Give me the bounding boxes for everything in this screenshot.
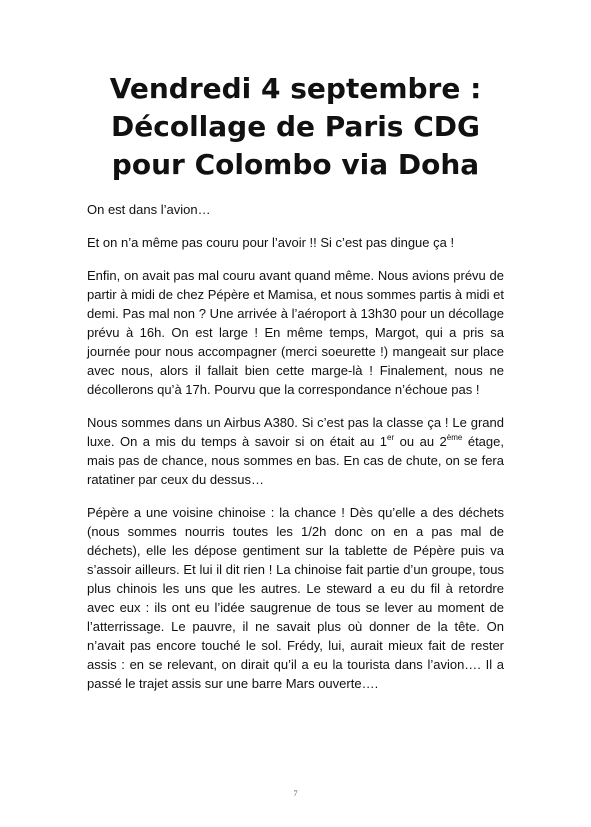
superscript-eme: ème [446, 433, 463, 442]
paragraph-4-part-a: Nous sommes dans un Airbus A380. Si c’est pas la classe ça ! Le grand luxe. On a mis du temps à savoir si on était au 1 [87, 415, 504, 449]
title-line-3: pour Colombo via Doha [111, 148, 480, 181]
paragraph-4 [87, 413, 504, 489]
paragraph-3: Enfin, on avait pas mal couru avant quand même. Nous avions prévu de partir à midi de chez Pépère et Mamisa, et nous sommes partis à midi et demi. Pas mal non ? Une arrivée à l’aéroport à 13h30 pour un décollage prévu à 16h. On est large ! En même temps, Margot, qui a pris sa journée pour nous accompagner (merci soeurette !) mangeait sur place avec nous, alors il fallait bien cette marge-là ! Finalement, nous ne décollerons qu’à 17h. Pourvu que la correspondance n’échoue pas ! [87, 268, 504, 397]
body-text [87, 200, 504, 693]
paragraph-2: Et on n’a même pas couru pour l’avoir !! Si c’est pas dingue ça ! [87, 235, 455, 250]
page-number: 7 [293, 789, 298, 798]
title-line-1: Vendredi 4 septembre : [109, 72, 482, 105]
title-line-2: Décollage de Paris CDG [111, 110, 480, 143]
paragraph-5: Pépère a une voisine chinoise : la chance ! Dès qu’elle a des déchets (nous sommes nourris toutes les 1/2h donc on en a pas mal de déchets), elle les dépose gentiment sur la tablette de Pépère puis va s’assoir ailleurs. Et lui il dit rien ! La chinoise fait partie d’un groupe, tous plus chinois les uns que les autres. Le steward a eu du fil à retordre avec eux : ils ont eu l’idée saugrenue de tous se lever au moment de l’atterrissage. Le pauvre, il ne savait plus où donner de la tête. On n’avait pas encore touché le sol. Frédy, lui, aurait mieux fait de rester assis : en se relevant, on dirait qu’il a eu la tourista dans l’avion…. Il a passé le trajet assis sur une barre Mars ouverte…. [87, 505, 504, 691]
superscript-er: er [387, 433, 395, 442]
paragraph-1: On est dans l’avion… [87, 202, 211, 217]
page-title [60, 70, 531, 184]
paragraph-4-part-c: étage, mais pas de chance, nous sommes en bas. En cas de chute, on se fera ratatiner par ceux du dessus… [87, 434, 504, 487]
paragraph-4-part-b: ou au 2 [394, 434, 447, 449]
